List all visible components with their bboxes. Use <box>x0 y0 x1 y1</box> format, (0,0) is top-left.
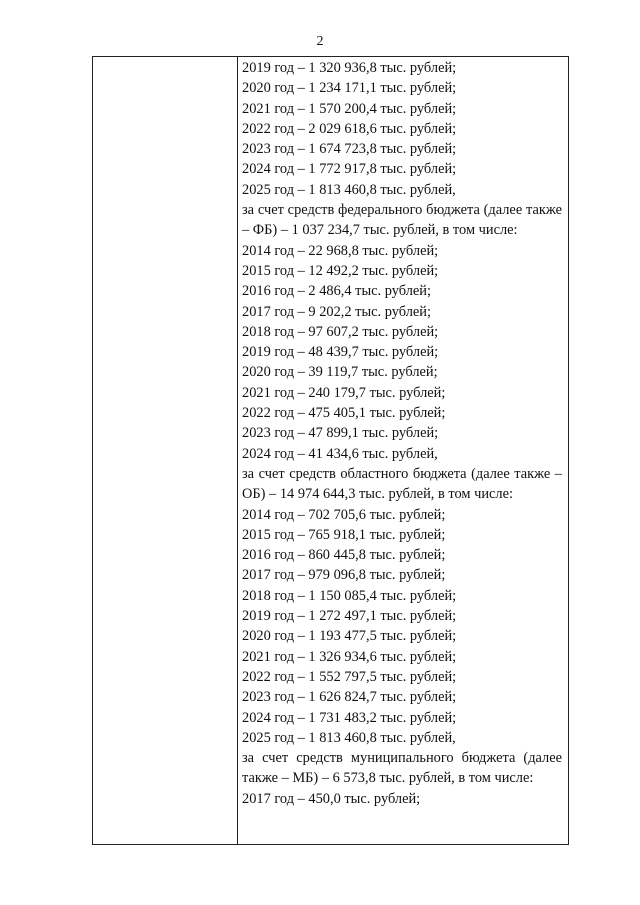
federal-line: 2015 год – 12 492,2 тыс. рублей; <box>242 262 439 279</box>
regional-line: 2016 год – 860 445,8 тыс. рублей; <box>242 547 446 564</box>
funding-details-cell <box>242 58 562 809</box>
funding-table <box>92 56 569 845</box>
federal-line: 2017 год – 9 202,2 тыс. рублей; <box>242 303 431 320</box>
regional-line: 2018 год – 1 150 085,4 тыс. рублей; <box>242 587 457 604</box>
regional-line: 2015 год – 765 918,1 тыс. рублей; <box>242 526 446 543</box>
regional-line: 2021 год – 1 326 934,6 тыс. рублей; <box>242 648 457 665</box>
regional-line: 2023 год – 1 626 824,7 тыс. рублей; <box>242 689 457 706</box>
funding-line: 2021 год – 1 570 200,4 тыс. рублей; <box>242 100 457 117</box>
regional-line: 2022 год – 1 552 797,5 тыс. рублей; <box>242 668 457 685</box>
federal-line: 2014 год – 22 968,8 тыс. рублей; <box>242 242 439 259</box>
regional-line: 2019 год – 1 272 497,1 тыс. рублей; <box>242 608 457 625</box>
page-number: 2 <box>316 34 324 49</box>
regional-line: 2014 год – 702 705,6 тыс. рублей; <box>242 506 446 523</box>
funding-line: 2025 год – 1 813 460,8 тыс. рублей, <box>242 181 456 198</box>
regional-line: 2017 год – 979 096,8 тыс. рублей; <box>242 567 446 584</box>
regional-budget-intro: за счет средств областного бюджета (далее также – ОБ) – 14 974 644,3 тыс. рублей, в том числе: <box>242 465 562 503</box>
federal-line: 2024 год – 41 434,6 тыс. рублей, <box>242 445 438 462</box>
regional-line: 2024 год – 1 731 483,2 тыс. рублей; <box>242 709 457 726</box>
municipal-budget-intro: за счет средств муниципального бюджета (далее также – МБ) – 6 573,8 тыс. рублей, в том числе: <box>242 750 562 787</box>
funding-line: 2022 год – 2 029 618,6 тыс. рублей; <box>242 120 457 137</box>
federal-line: 2019 год – 48 439,7 тыс. рублей; <box>242 344 439 361</box>
funding-line: 2023 год – 1 674 723,8 тыс. рублей; <box>242 141 457 158</box>
federal-budget-intro: за счет средств федерального бюджета (далее также – ФБ) – 1 037 234,7 тыс. рублей, в том числе: <box>242 202 562 239</box>
federal-line: 2021 год – 240 179,7 тыс. рублей; <box>242 384 446 401</box>
column-divider <box>237 57 238 844</box>
regional-line: 2020 год – 1 193 477,5 тыс. рублей; <box>242 628 457 645</box>
federal-line: 2022 год – 475 405,1 тыс. рублей; <box>242 405 446 422</box>
federal-line: 2016 год – 2 486,4 тыс. рублей; <box>242 283 431 300</box>
funding-line: 2019 год – 1 320 936,8 тыс. рублей; <box>242 60 457 76</box>
regional-line: 2025 год – 1 813 460,8 тыс. рублей, <box>242 729 456 746</box>
federal-line: 2023 год – 47 899,1 тыс. рублей; <box>242 425 439 442</box>
funding-line: 2024 год – 1 772 917,8 тыс. рублей; <box>242 161 457 178</box>
federal-line: 2018 год – 97 607,2 тыс. рублей; <box>242 323 439 340</box>
municipal-line: 2017 год – 450,0 тыс. рублей; <box>242 790 421 807</box>
funding-line: 2020 год – 1 234 171,1 тыс. рублей; <box>242 80 457 97</box>
federal-line: 2020 год – 39 119,7 тыс. рублей; <box>242 364 438 381</box>
